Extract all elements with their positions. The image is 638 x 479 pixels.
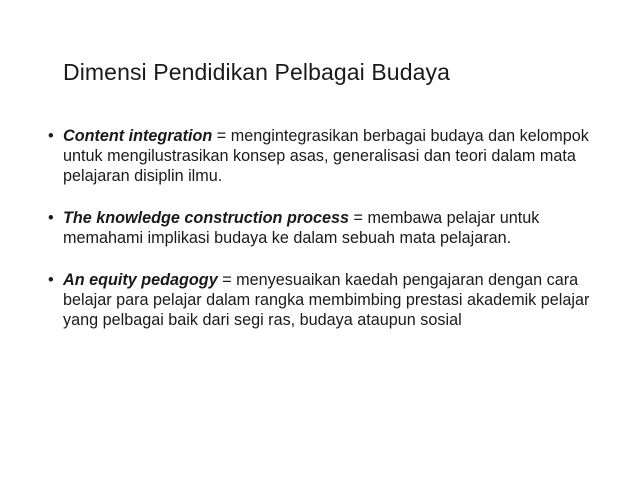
bullet-dot-icon: • [48,271,54,289]
bullet-term: An equity pedagogy [63,271,218,289]
bullet-text: = mengintegrasikan berbagai budaya dan kelompok untuk mengilustrasikan konsep asas, generalisasi dan teori dalam mata pelajaran disiplin ilmu. [63,127,589,185]
bullet-term: The knowledge construction process [63,209,350,227]
bullet-text: = membawa pelajar untuk memahami implikasi budaya ke dalam sebuah mata pelajaran. [63,209,540,247]
bullet-dot-icon: • [48,209,54,227]
bullet-dot-icon: • [48,127,54,145]
bullet-item-equity-pedagogy [48,270,608,330]
bullet-item-knowledge-construction [48,208,608,248]
bullet-item-content-integration [48,126,608,186]
bullet-list [48,126,608,352]
bullet-term: Content integration [63,127,213,145]
slide-title: Dimensi Pendidikan Pelbagai Budaya [63,59,450,85]
bullet-text: = menyesuaikan kaedah pengajaran dengan cara belajar para pelajar dalam rangka membimbing prestasi akademik pelajar yang pelbagai baik dari segi ras, budaya ataupun sosial [63,271,590,329]
